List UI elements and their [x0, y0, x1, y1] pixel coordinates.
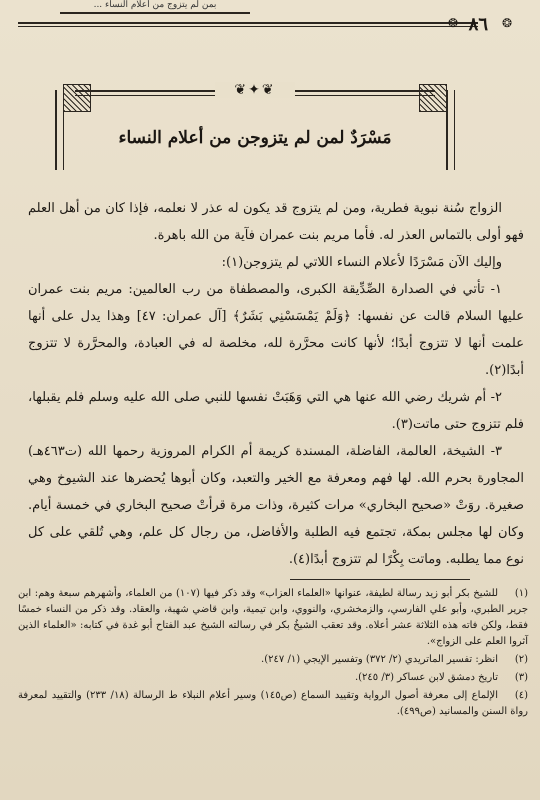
paragraph-list-intro: وإليك الآن مَسْرَدًا لأعلام النساء اللاتي لم يتزوجن(١):: [221, 255, 502, 270]
list-item-1: ١- تأتي في الصدارة الصِّدِّيقة الكبرى، والمصطفاة من رب العالمين: مريم بنت عمران عليها السلام قالت عن نفسها: ﴿وَلَمْ يَمْسَسْنِي بَشَرٌ﴾ [آل عمران: ٤٧] وهذا يدل على أنها علمت أنها لا تتزوج أبدًا؛ لأنها كانت محرَّرة لله، مخلصة له في العبادة، والمحرَّرة لا تتزوج أبدًا(٢).: [28, 282, 524, 378]
footnote-separator: [290, 579, 470, 580]
frame-right-border: [446, 90, 455, 170]
header-ornament-right: ❂: [501, 16, 512, 30]
chapter-title-frame: [55, 78, 455, 168]
header-rule-thin: [18, 26, 478, 27]
footnote-3: (٣)تاريخ دمشق لابن عساكر (٣/ ٢٤٥).: [354, 672, 528, 683]
running-header: ... بمن لم يتزوج من أعلام النساء: [60, 0, 250, 14]
frame-corner-ornament-right: [419, 84, 447, 112]
list-item-3: ٣- الشيخة، العالمة، الفاضلة، المسندة كريمة أم الكرام المروزية رحمها الله (ت٤٦٣هـ) المجاورة بحرم الله. لها فهم ومعرفة مع الخير والتعبد، وكان أبوها يُحضرها عند الشيوخ وهي صغيرة. روَتْ «صحيح البخاري» مرات كثيرة، وذات مرة قرأتْ صحيح البخاري في خمسة أيام. وكان لها مجلس بمكة، تجتمع فيه الطلبة والأفاضل، من رجال كل علم، وهي تُلقي على كل نوع مما يطلبه. وماتت بِكْرًا لم تتزوج أبدًا(٤).: [28, 444, 524, 567]
frame-center-ornament: ❦✦❦: [215, 82, 295, 98]
footnotes: [18, 586, 528, 722]
header-ornament-mid: ❂: [447, 16, 458, 30]
page-number: ٨٦: [468, 14, 488, 35]
header-rule: [18, 22, 478, 24]
footnote-1: (١)للشيخ بكر أبو زيد رسالة لطيفة، عنوانها «العلماء العزاب» وقد ذكر فيها (١٠٧) من العلماء، وأشهرهم سبعة وهم: ابن جرير الطبري، وأبو علي الفارسي، والزمخشري، والنووي، وابن تيمية، وابن قاضي شهبة، والعقاد. وقد ذكر من النساء خمسًا فقط، ولكن فاته هذه الثلاثة عشر أعلاه. وقد تعقب الشيخُ بكر في رسالته الشيخ عبد الفتاح أبو غدة في كتابه: «العلماء الذين آثروا العلم على الزواج».: [18, 588, 528, 647]
paragraph-intro: الزواج سُنة نبوية فطرية، ومن لم يتزوج قد يكون له عذر لا نعلمه، فإذا كان من أهل العلم فهو أولى بالتماس العذر له. فأما مريم بنت عمران فآية من الله باهرة.: [28, 201, 524, 243]
chapter-title: مَسْرَدٌ لمن لم يتزوجن من أعلام النساء: [118, 128, 392, 148]
list-item-2: ٢- أم شريك رضي الله عنها هي التي وَهَبَتْ نفسها للنبي صلى الله عليه وسلم فلم يقبلها، فلم تتزوج حتى ماتت(٣).: [28, 390, 524, 432]
footnote-4: (٤)الإلماع إلى معرفة أصول الرواية وتقييد السماع (ص١٤٥) وسير أعلام النبلاء ط الرسالة (١٨/ ٢٣٣) والتقييد لمعرفة رواة السنن والمسانيد (ص٤٩٩).: [18, 690, 528, 717]
footnote-2: (٢)انظر: تفسير الماتريدي (٢/ ٣٧٢) وتفسير الإيجي (١/ ٢٤٧).: [261, 654, 528, 665]
body-text: [28, 195, 524, 573]
frame-corner-ornament-left: [63, 84, 91, 112]
